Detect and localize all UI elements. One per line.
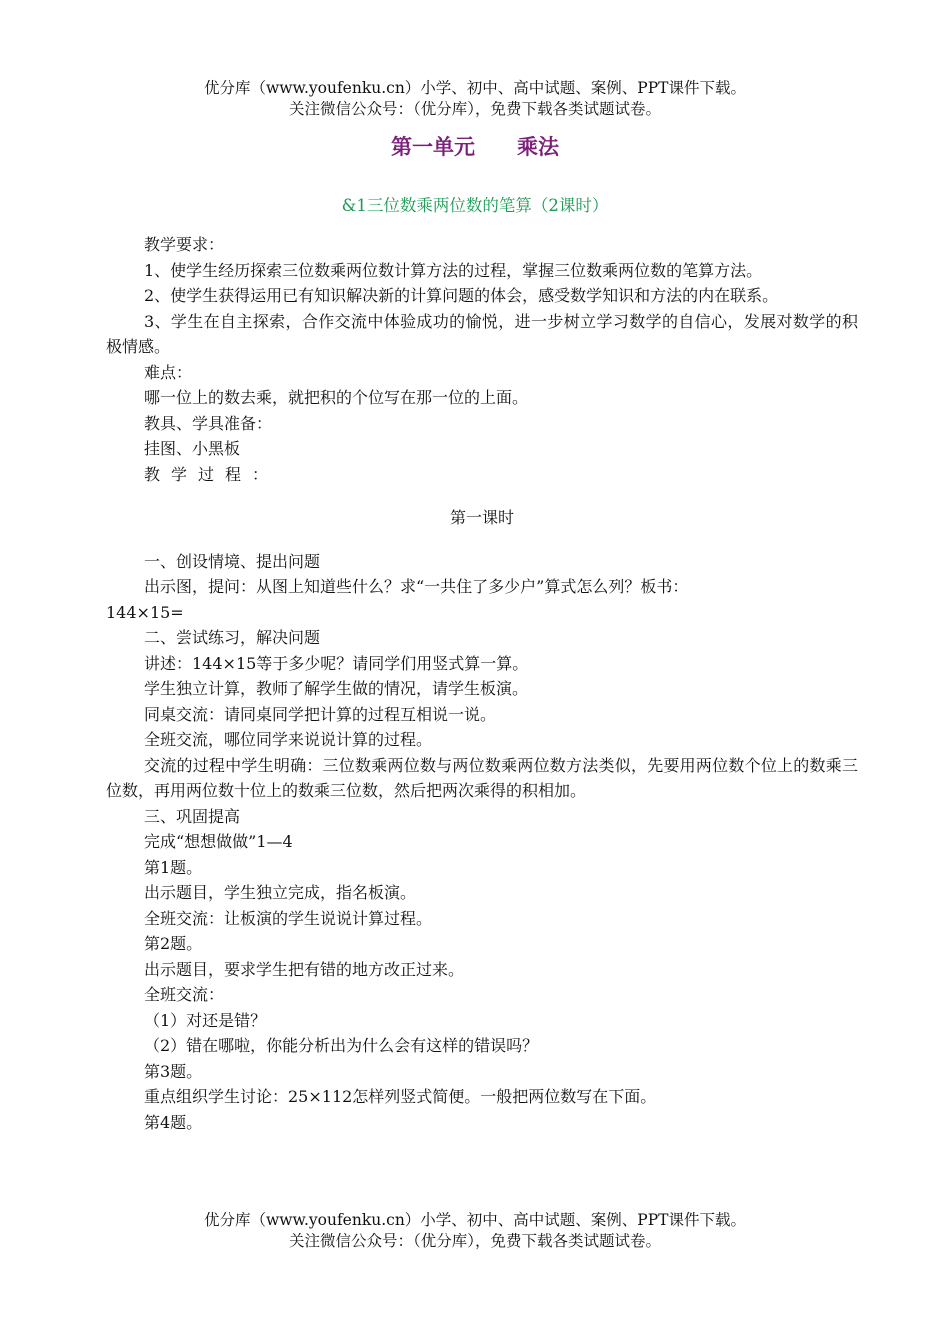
- section-1-heading: 一、创设情境、提出问题: [144, 551, 321, 571]
- section-3-heading: 三、巩固提高: [144, 806, 241, 826]
- session-title: 第一课时: [449, 508, 514, 527]
- tools-text: 挂图、小黑板: [144, 439, 241, 458]
- question-2-b: 全班交流：: [144, 985, 225, 1004]
- footer-line-1: 优分库（www.youfenku.cn）小学、初中、高中试题、案例、PPT课件下载。: [203, 1211, 747, 1229]
- section-2-line-3: 同桌交流：请同桌同学把计算的过程互相说一说。: [144, 704, 497, 724]
- question-2: 第2题。: [144, 934, 203, 953]
- question-3-a: 重点组织学生讨论：25×112怎样列竖式简便。一般把两位数写在下面。: [144, 1087, 657, 1106]
- question-3: 第3题。: [144, 1061, 203, 1081]
- goal-3: 3、学生在自主探索，合作交流中体验成功的愉悦，进一步树立学习数学的自信心，发展对数学的积极情感。: [106, 311, 858, 356]
- goal-1: 1、使学生经历探索三位数乘两位数计算方法的过程，掌握三位数乘两位数的笔算方法。: [144, 260, 763, 280]
- question-2-d: （2）错在哪啦，你能分析出为什么会有这样的错误吗？: [144, 1036, 539, 1055]
- difficulty-heading: 难点：: [144, 362, 193, 382]
- page-footer: [0, 1210, 950, 1252]
- footer-line-2: 关注微信公众号：（优分库），免费下载各类试题试卷。: [288, 1232, 661, 1250]
- document-body: [106, 232, 858, 1135]
- section-3-line-1: 完成“想想做做”1—4: [144, 832, 293, 851]
- section-2-line-2: 学生独立计算，教师了解学生做的情况，请学生板演。: [144, 679, 529, 698]
- difficulty-text: 哪一位上的数去乘，就把积的个位写在那一位的上面。: [144, 388, 529, 407]
- question-1: 第1题。: [144, 857, 203, 877]
- lesson-title: &1三位数乘两位数的笔算（2课时）: [341, 196, 609, 215]
- process-heading: 教学过程：: [144, 464, 280, 484]
- question-2-c: （1）对还是错？: [144, 1010, 267, 1030]
- goals-heading: 教学要求：: [144, 235, 225, 254]
- tools-heading: 教具、学具准备：: [144, 413, 273, 433]
- unit-title: 第一单元 乘法: [391, 135, 559, 159]
- question-4: 第4题。: [144, 1112, 203, 1132]
- section-2-line-5: 交流的过程中学生明确：三位数乘两位数与两位数乘两位数方法类似，先要用两位数个位上的数乘三位数，再用两位数十位上的数乘三位数，然后把两次乘得的积相加。: [106, 755, 858, 800]
- question-1-b: 全班交流：让板演的学生说说计算过程。: [144, 908, 433, 928]
- section-1-text: 出示图，提问：从图上知道些什么？求“一共住了多少户”算式怎么列？板书：: [144, 577, 689, 596]
- section-2-line-1: 讲述：144×15等于多少呢？请同学们用竖式算一算。: [144, 653, 529, 673]
- goal-2: 2、使学生获得运用已有知识解决新的计算问题的体会，感受数学知识和方法的内在联系。: [144, 286, 779, 305]
- header-line-2: 关注微信公众号：（优分库），免费下载各类试题试卷。: [288, 100, 661, 118]
- page-header: [0, 78, 950, 120]
- question-2-a: 出示题目，要求学生把有错的地方改正过来。: [144, 959, 465, 979]
- section-2-heading: 二、尝试练习，解决问题: [144, 628, 321, 647]
- section-2-line-4: 全班交流，哪位同学来说说计算的过程。: [144, 730, 433, 749]
- section-1-formula: 144×15=: [106, 602, 184, 622]
- question-1-a: 出示题目，学生独立完成，指名板演。: [144, 883, 417, 902]
- header-line-1: 优分库（www.youfenku.cn）小学、初中、高中试题、案例、PPT课件下载。: [203, 79, 747, 97]
